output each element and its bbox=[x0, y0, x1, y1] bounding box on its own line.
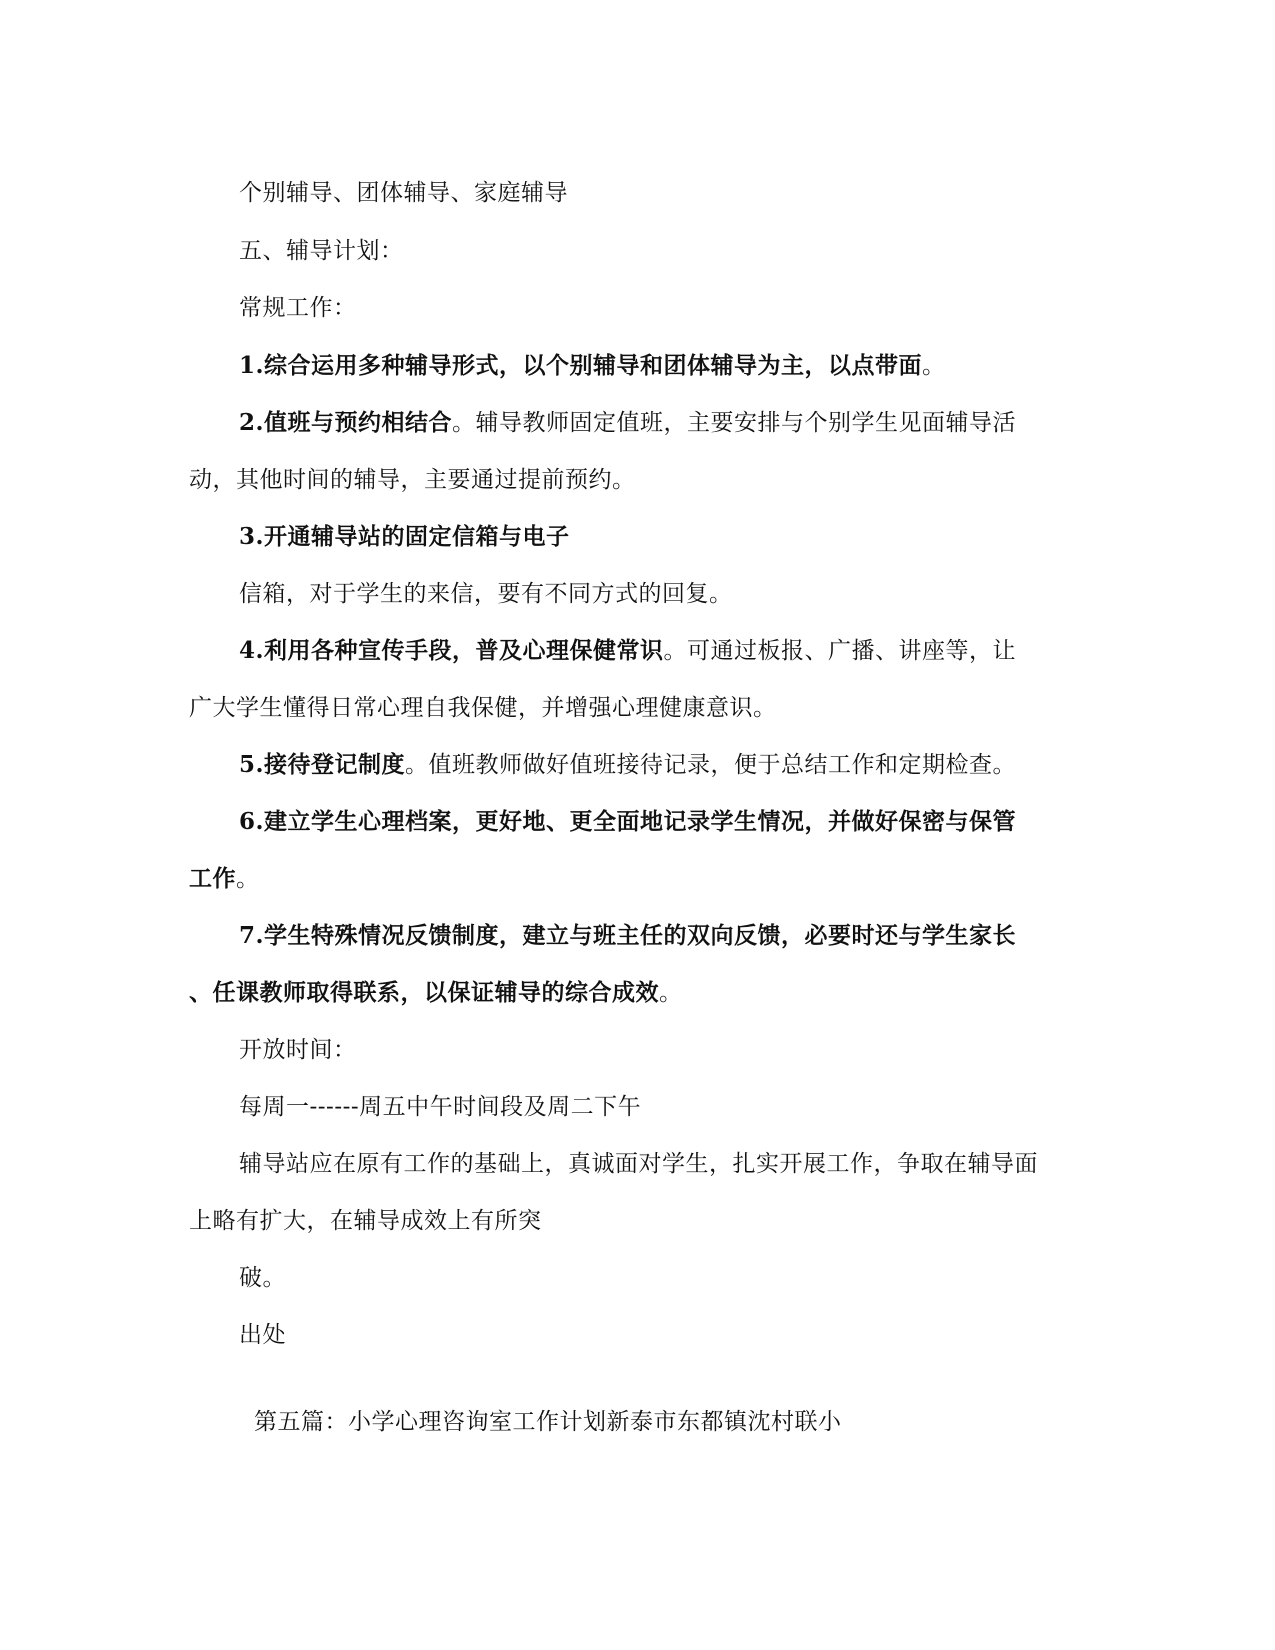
item-6-line-2 bbox=[189, 864, 260, 894]
item-lead: 、任课教师取得联系，以保证辅导的综合成效 bbox=[189, 979, 659, 1006]
subheading-routine-work bbox=[239, 293, 357, 323]
item-lead: 6.建立学生心理档案，更好地、更全面地记录学生情况，并做好保密与保管 bbox=[239, 808, 1017, 835]
item-lead: 1.综合运用多种辅导形式，以个别辅导和团体辅导为主，以点带面 bbox=[239, 352, 923, 379]
item-2-line-2 bbox=[189, 465, 636, 495]
item-lead: 4.利用各种宣传手段，普及心理保健常识 bbox=[239, 637, 664, 664]
item-lead: 3.开通辅导站的固定信箱与电子 bbox=[239, 523, 570, 550]
line-text: 辅导站应在原有工作的基础上，真诚面对学生，扎实开展工作，争取在辅导面 bbox=[239, 1151, 1038, 1177]
closing-paragraph-line-3 bbox=[239, 1263, 286, 1293]
item-7-line-1 bbox=[239, 921, 1016, 951]
item-lead: 5.接待登记制度 bbox=[239, 751, 406, 778]
item-5-line-1 bbox=[239, 750, 1016, 780]
line-text: 上略有扩大，在辅导成效上有所突 bbox=[189, 1208, 542, 1234]
item-7-line-2 bbox=[189, 978, 683, 1008]
subheading-open-hours bbox=[239, 1035, 357, 1065]
line-text: 动，其他时间的辅导，主要通过提前预约。 bbox=[189, 467, 636, 493]
item-rest: 。 bbox=[922, 353, 946, 379]
closing-paragraph-line-2 bbox=[189, 1206, 542, 1236]
item-rest: 。可通过板报、广播、讲座等，让 bbox=[663, 638, 1017, 664]
item-4-line-2 bbox=[189, 693, 777, 723]
item-3-line-2 bbox=[239, 579, 733, 609]
line-text: 个别辅导、团体辅导、家庭辅导 bbox=[239, 180, 568, 206]
item-4-line-1 bbox=[239, 636, 1016, 666]
line-text: 广大学生懂得日常心理自我保健，并增强心理健康意识。 bbox=[189, 695, 777, 721]
item-lead: 2.值班与预约相结合 bbox=[239, 409, 453, 436]
line-text: 开放时间： bbox=[239, 1037, 357, 1063]
open-hours-value bbox=[239, 1092, 641, 1122]
section-heading-5 bbox=[239, 236, 404, 266]
line-text: 信箱，对于学生的来信，要有不同方式的回复。 bbox=[239, 581, 733, 607]
item-3-line-1 bbox=[239, 522, 570, 552]
line-text: 第五篇：小学心理咨询室工作计划新泰市东都镇沈村联小 bbox=[254, 1409, 842, 1435]
line-text: 出处 bbox=[239, 1322, 286, 1348]
closing-paragraph-line-1 bbox=[239, 1149, 1038, 1179]
item-rest: 。辅导教师固定值班，主要安排与个别学生见面辅导活 bbox=[452, 410, 1017, 436]
source-label bbox=[239, 1320, 286, 1350]
item-rest: 。 bbox=[659, 980, 683, 1006]
text-line-1 bbox=[239, 178, 568, 208]
item-rest: 。 bbox=[236, 866, 260, 892]
item-2-line-1 bbox=[239, 408, 1016, 438]
item-lead: 工作 bbox=[189, 865, 236, 892]
line-text: 每周一------周五中午时间段及周二下午 bbox=[239, 1094, 642, 1120]
item-6-line-1 bbox=[239, 807, 1016, 837]
line-text: 五、辅导计划： bbox=[239, 238, 404, 264]
item-rest: 。值班教师做好值班接待记录，便于总结工作和定期检查。 bbox=[405, 752, 1017, 778]
chapter-title bbox=[254, 1407, 842, 1437]
line-text: 破。 bbox=[239, 1265, 286, 1291]
item-1-line-1 bbox=[239, 351, 946, 381]
item-lead: 7.学生特殊情况反馈制度，建立与班主任的双向反馈，必要时还与学生家长 bbox=[239, 922, 1017, 949]
line-text: 常规工作： bbox=[239, 295, 357, 321]
